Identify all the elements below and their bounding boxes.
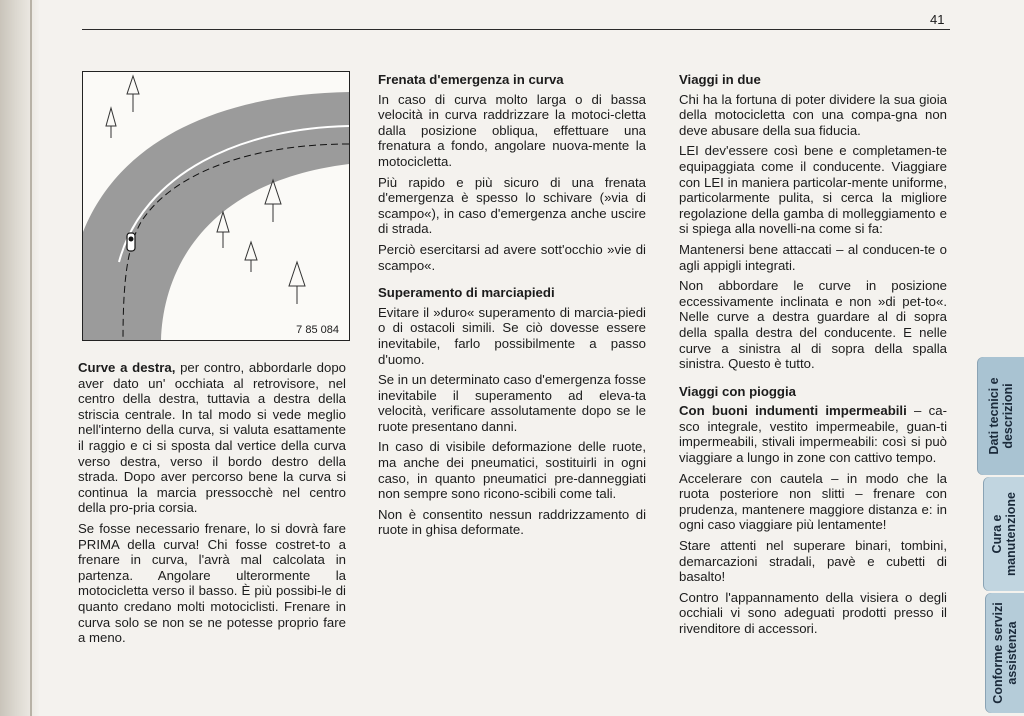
tab-label-line: Conforme servizi — [991, 602, 1005, 704]
tab-technical-data[interactable] — [978, 357, 1024, 475]
paragraph: Mantenersi bene attaccati – al conducen-te o agli appigli integrati. — [679, 241, 947, 273]
page-number: 41 — [930, 12, 945, 27]
curve-illustration — [82, 71, 350, 341]
tab-label-line: Dati tecnici e — [987, 377, 1001, 455]
paragraph: Chi ha la fortuna di poter dividere la sua gioia della motocicletta con una compa-gna non deve abusare della sua fiducia. — [679, 91, 947, 138]
paragraph: Contro l'appannamento della visiera o degli occhiali vi sono adeguati prodotti presso il rivenditore di accessori. — [679, 589, 947, 636]
paragraph-lead: Curve a destra, — [78, 360, 176, 375]
tab-care-maintenance[interactable] — [984, 477, 1024, 591]
paragraph: Non è consentito nessun raddrizzamento di ruote in ghisa deformate. — [378, 506, 646, 538]
tab-label-line: manutenzione — [1004, 491, 1018, 577]
paragraph-braking-before-curve: Se fosse necessario frenare, lo si dovrà fare PRIMA della curva! Chi fosse costret-to a frenare in curva, l'avrà mal calcolata in partenza. Angolare ulterormente la motocicletta verso il basso. È più possibi-le di quanto credano molti motociclisti. Frenare in curva solo se non se ne potesse proprio fare a meno. — [78, 520, 346, 646]
tab-label — [990, 492, 1018, 576]
paragraph: Perciò esercitarsi ad avere sott'occhio »vie di scampo«. — [378, 241, 646, 273]
paragraph-right-curves — [78, 360, 346, 516]
tab-label-line: descrizioni — [1001, 383, 1015, 449]
column-right — [679, 72, 947, 642]
paragraph: Stare attenti nel superare binari, tombini, demarcazioni stradali, pavè e cubetti di basalto! — [679, 538, 947, 585]
header-rule — [82, 29, 950, 30]
tab-label-line: assistenza — [1005, 621, 1019, 685]
paragraph: Se in un determinato caso d'emergenza fosse inevitabile il superamento ad eleva-ta velocità, verificare assolutamente dopo se le ruote presentano danni. — [378, 372, 646, 434]
paragraph: Evitare il »duro« superamento di marcia-piedi o di ostacoli simili. Se ciò dovesse essere inevitabile, farlo possibilmente a passo d'uomo. — [378, 304, 646, 367]
motorcycle-icon — [127, 233, 135, 251]
tab-label — [987, 377, 1015, 454]
paragraph: Non abbordare le curve in posizione eccessivamente inclinata e non »di pet-to«. Nelle curve a destra guardare al di sopra della spalla destra del conducente. E nelle curve a sinistra al di sopra della spalla sinistra. Questo è tutto. — [679, 278, 947, 372]
tab-label-line: Cura e — [990, 514, 1004, 554]
paragraph-text: – ca-sco integrale, vestito impermeabile, guan-ti impermeabili, stivali impermeabili: così si può viaggiare a lungo in zone con cattivo tempo. — [679, 403, 948, 466]
figure-code: 7 85 084 — [296, 324, 339, 336]
paragraph: Più rapido e più sicuro di una frenata d'emergenza è spesso lo schivare (»via di scampo«), in caso d'emergenza anche uscire di strada. — [378, 174, 646, 237]
column-middle — [378, 72, 646, 543]
heading-emergency-braking: Frenata d'emergenza in curva — [378, 72, 564, 87]
heading-riding-in-rain: Viaggi con pioggia — [679, 383, 796, 399]
paragraph-lead: Con buoni indumenti impermeabili — [679, 403, 907, 419]
tab-label — [991, 602, 1019, 703]
heading-kerb-crossing: Superamento di marciapiedi — [378, 285, 555, 301]
column-left — [78, 360, 346, 651]
paragraph: In caso di curva molto larga o di bassa velocità in curva raddrizzare la motoci-cletta dalla posizione obliqua, effettuare una frenatura a fondo, angolare nuova-mente la motocicletta. — [378, 91, 646, 169]
paragraph-text: per contro, abbordarle dopo aver dato un' occhiata al retrovisore, nel centro della destra, tuttavia a destra della striscia centrale. In tal modo si vede meglio nell'interno della curva, si valuta esattamente il raggio e ci si sposta dal vertice della curva verso destra, verso il bordo destro della strada. Dopo aver percorso bene la curva si continua la marcia pressocchè nel centro della pro-pria corsia. — [78, 360, 346, 516]
page-binding — [0, 0, 40, 716]
heading-riding-two-up: Viaggi in due — [679, 72, 761, 87]
road-curve-drawing — [83, 72, 349, 340]
paragraph-rain-gear — [679, 403, 947, 465]
paragraph: LEI dev'essere così bene e completamen-te equipaggiata come il conducente. Viaggiare con LEI in maniera particolar-mente uniforme, particolarmente pulita, si cerca la migliore regolazione della gamba di molleggiamento e si spiega alla novelli-na come si fa: — [679, 143, 947, 237]
tab-service[interactable] — [986, 593, 1024, 713]
paragraph: Accelerare con cautela – in modo che la ruota posteriore non slitti – frenare con prudenza, mantenere maggiore distanza e: in ogni caso viaggiare più lentamente! — [679, 470, 947, 533]
paragraph: In caso di visibile deformazione delle ruote, ma anche dei pneumatici, sostituirli in ogni caso, in quanto pneumatici pre-danneggiati non sempre sono ricono-scibili come tali. — [378, 439, 646, 502]
